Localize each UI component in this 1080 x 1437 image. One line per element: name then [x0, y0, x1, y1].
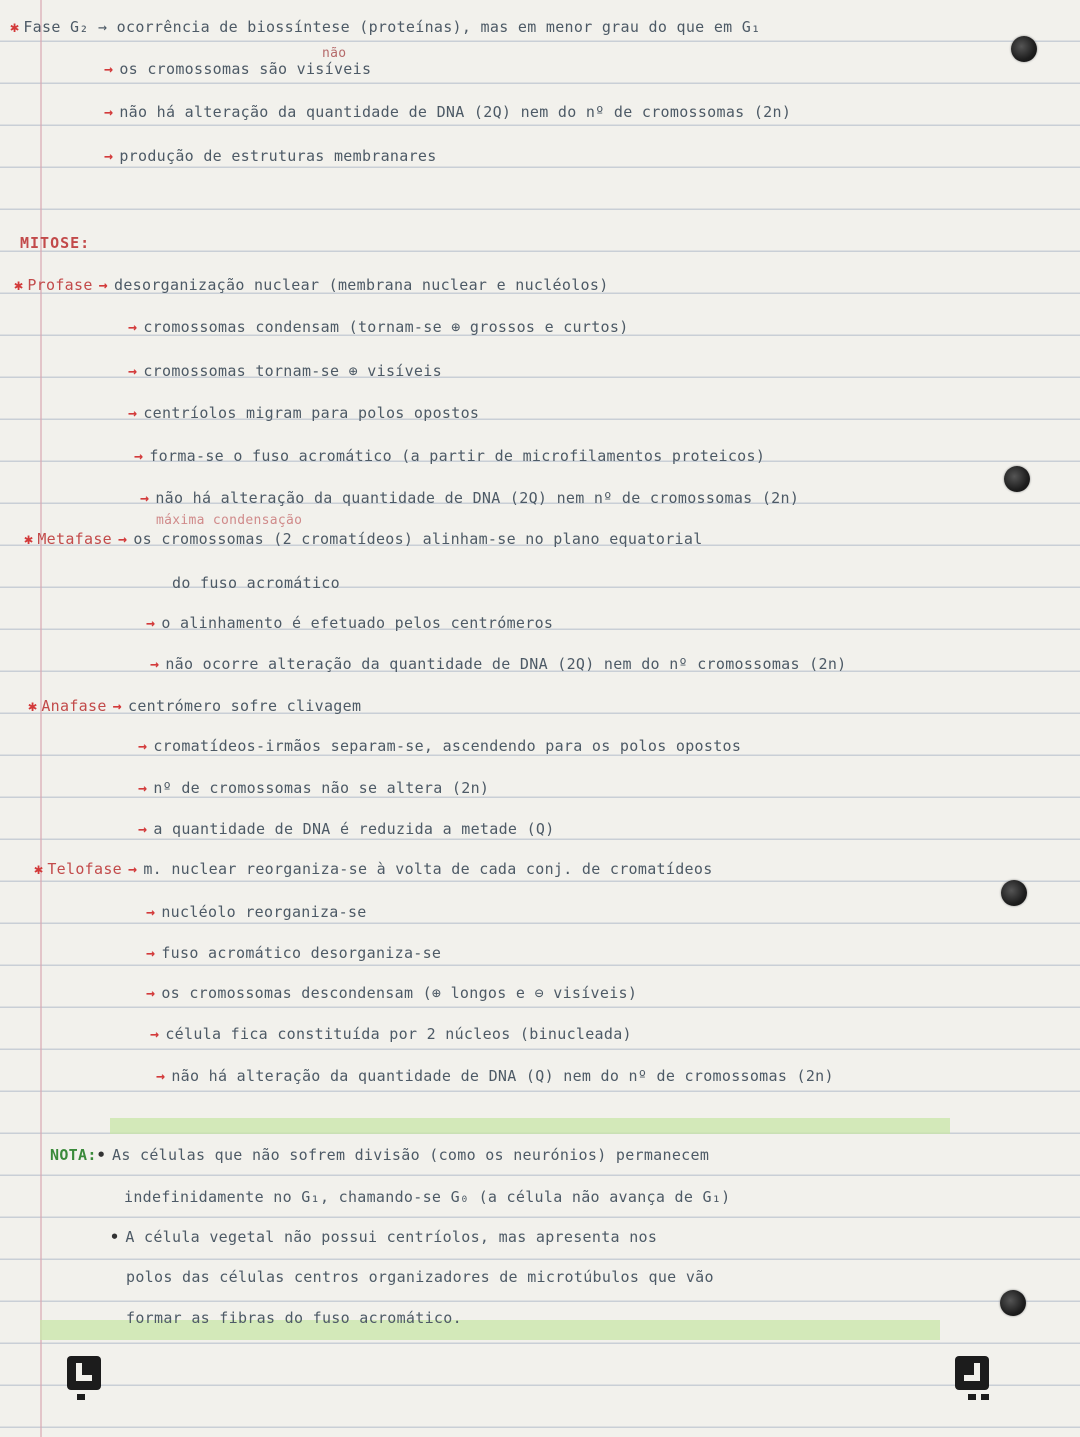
- condensation-note: máxima condensação: [156, 513, 303, 528]
- arrow-right-icon: →: [138, 820, 148, 838]
- line-g2-2: → não há alteração da quantidade de DNA (2Q) nem do nº de cromossomas (2n): [104, 103, 792, 121]
- corner-logo-icon: [955, 1356, 989, 1390]
- section-title: MITOSE:: [20, 234, 91, 252]
- line-metafase-3: → não ocorre alteração da quantidade de DNA (2Q) nem do nº cromossomas (2n): [150, 655, 847, 673]
- arrow-right-icon: →: [138, 779, 148, 797]
- arrow-right-icon: →: [118, 530, 128, 548]
- line-anafase-3: → nº de cromossomas não se altera (2n): [138, 779, 490, 797]
- highlight-strip: [110, 1118, 950, 1134]
- arrow-right-icon: →: [138, 737, 148, 755]
- arrow-right-icon: →: [128, 318, 138, 336]
- line-anafase-4: → a quantidade de DNA é reduzida a metade (Q): [138, 820, 555, 838]
- line-telofase-2: → nucléolo reorganiza-se: [146, 903, 367, 921]
- line-profase-3: → cromossomas tornam-se ⊕ visíveis: [128, 362, 442, 380]
- arrow-right-icon: →: [150, 1025, 160, 1043]
- line-nota-2b: polos das células centros organizadores de microtúbulos que vão: [126, 1268, 714, 1286]
- line-g2-1: → os cromossomas são visíveis: [104, 60, 372, 78]
- binder-hole-icon: [1011, 36, 1037, 62]
- arrow-right-icon: →: [98, 276, 109, 294]
- arrow-right-icon: →: [112, 697, 123, 715]
- line-anafase-2: → cromatídeos-irmãos separam-se, ascendendo para os polos opostos: [138, 737, 742, 755]
- binder-hole-icon: [1000, 1290, 1026, 1316]
- corner-logo-icon: [67, 1356, 101, 1390]
- arrow-right-icon: →: [150, 655, 160, 673]
- line-telofase: ✱ Telofase → m. nuclear reorganiza-se à volta de cada conj. de cromatídeos: [34, 860, 713, 878]
- asterisk-icon: ✱: [28, 697, 38, 715]
- arrow-right-icon: →: [128, 404, 138, 422]
- arrow-right-icon: →: [128, 860, 138, 878]
- arrow-right-icon: →: [156, 1067, 166, 1085]
- corner-logo-icon: [77, 1394, 85, 1400]
- line-fase-g2: ✱ Fase G₂ → ocorrência de biossíntese (proteínas), mas em menor grau do que em G₁: [10, 18, 761, 36]
- arrow-right-icon: →: [104, 147, 114, 165]
- arrow-right-icon: →: [128, 362, 138, 380]
- arrow-right-icon: →: [146, 903, 156, 921]
- arrow-right-icon: →: [146, 944, 156, 962]
- binder-hole-icon: [1001, 880, 1027, 906]
- arrow-right-icon: →: [104, 60, 114, 78]
- line-nota-1b: indefinidamente no G₁, chamando-se G₀ (a célula não avança de G₁): [124, 1188, 731, 1206]
- arrow-right-icon: →: [146, 614, 156, 632]
- arrow-right-icon: →: [140, 489, 150, 507]
- binder-hole-icon: [1004, 466, 1030, 492]
- line-profase: ✱ Profase → desorganização nuclear (membrana nuclear e nucléolos): [14, 276, 609, 294]
- line-telofase-3: → fuso acromático desorganiza-se: [146, 944, 442, 962]
- line-telofase-6: → não há alteração da quantidade de DNA (Q) nem do nº de cromossomas (2n): [156, 1067, 834, 1085]
- line-metafase: ✱ Metafase → os cromossomas (2 cromatídeos) alinham-se no plano equatorial: [24, 530, 703, 548]
- asterisk-icon: ✱: [34, 860, 44, 878]
- arrow-right-icon: →: [134, 447, 144, 465]
- bullet-icon: •: [96, 1146, 106, 1164]
- corner-logo-icon: [968, 1394, 976, 1400]
- corner-logo-icon: [981, 1394, 989, 1400]
- arrow-right-icon: →: [104, 103, 114, 121]
- line-g2-3: → produção de estruturas membranares: [104, 147, 437, 165]
- line-metafase-1b: do fuso acromático: [172, 574, 340, 592]
- arrow-right-icon: →: [146, 984, 156, 1002]
- line-profase-4: → centríolos migram para polos opostos: [128, 404, 480, 422]
- line-telofase-5: → célula fica constituída por 2 núcleos (binucleada): [150, 1025, 632, 1043]
- line-profase-2: → cromossomas condensam (tornam-se ⊕ grossos e curtos): [128, 318, 629, 336]
- line-anafase: ✱ Anafase → centrómero sofre clivagem: [28, 697, 362, 715]
- asterisk-icon: ✱: [24, 530, 34, 548]
- bullet-icon: •: [110, 1228, 120, 1246]
- line-telofase-4: → os cromossomas descondensam (⊕ longos e ⊖ visíveis): [146, 984, 638, 1002]
- line-nota-1: NOTA:• As células que não sofrem divisão (como os neurónios) permanecem: [50, 1146, 710, 1164]
- line-nota-2: • A célula vegetal não possui centríolos, mas apresenta nos: [110, 1228, 658, 1246]
- line-profase-5: → forma-se o fuso acromático (a partir de microfilamentos proteicos): [134, 447, 766, 465]
- margin-line: [40, 0, 42, 1437]
- asterisk-icon: ✱: [10, 18, 20, 36]
- asterisk-icon: ✱: [14, 276, 24, 294]
- line-profase-6: → não há alteração da quantidade de DNA (2Q) nem nº de cromossomas (2n): [140, 489, 800, 507]
- line-nota-2c: formar as fibras do fuso acromático.: [126, 1309, 462, 1327]
- line-metafase-2: → o alinhamento é efetuado pelos centrómeros: [146, 614, 554, 632]
- insert-note: não: [322, 46, 347, 61]
